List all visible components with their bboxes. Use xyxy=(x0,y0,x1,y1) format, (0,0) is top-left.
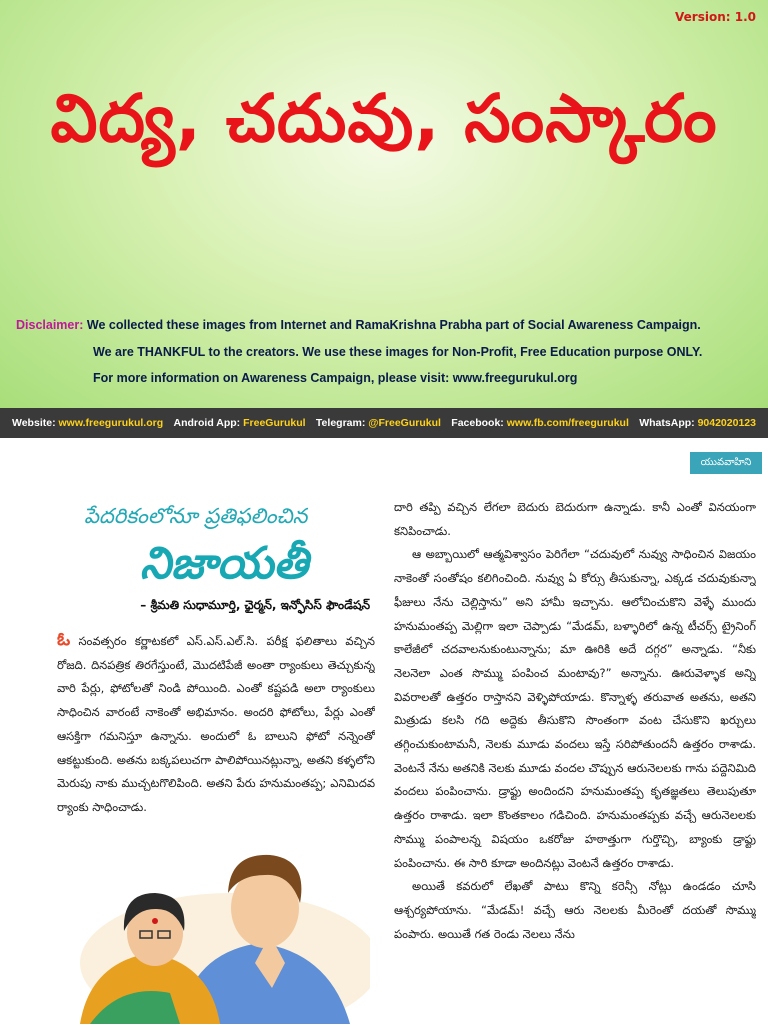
android-value: FreeGurukul xyxy=(243,417,306,429)
whatsapp-link[interactable] xyxy=(639,417,756,429)
disclaimer-text-1: We collected these images from Internet and RamaKrishna Prabha part of Social Awareness Campaign. xyxy=(86,318,701,332)
right-paragraph-3: అయితే కవరులో లేఖతో పాటు కొన్ని కరెన్సీ నోట్లు ఉండడం చూసి ఆశ్చర్యపోయాను. “మేడమ్! వచ్చే ఆరు నెలలకు మీరెంతో దయతో సొమ్ము పంపారు. అయితే గత రెండు నెలలు నేను xyxy=(394,879,756,941)
disclaimer-line-2: We are THANKFUL to the creators. We use these images for Non-Profit, Free Education purpose ONLY. xyxy=(93,345,703,359)
whatsapp-value: 9042020123 xyxy=(697,417,756,429)
facebook-label: Facebook: xyxy=(451,417,504,429)
left-paragraph xyxy=(57,628,375,820)
disclaimer-line-3: For more information on Awareness Campaign, please visit: www.freegurukul.org xyxy=(93,371,578,385)
illustration xyxy=(60,813,370,1024)
website-label: Website: xyxy=(12,417,56,429)
byline: – శ్రీమతి సుధామూర్తి, ఛైర్మన్, ఇన్ఫోసిస్ ఫౌండేషన్ xyxy=(140,598,370,612)
right-paragraph-1: దారి తప్పి వచ్చిన లేగలా బెదురు బెదురుగా ఉన్నాడు. కానీ ఎంతో వినయంగా కనిపించాడు. xyxy=(394,500,756,538)
website-value: www.freegurukul.org xyxy=(58,417,164,429)
right-paragraph-2: ఆ అబ్బాయిలో ఆత్మవిశ్వాసం పెరిగేలా “చదువులో నువ్వు సాధించిన విజయం నాకెంతో సంతోషం కలిగించింది. నువ్వు ఏ కోర్సు తీసుకున్నా, ఎక్కడ చదువుకున్నా ఫీజులు నేను చెల్లిస్తాను” అని హామీ ఇచ్చాను. ఆలోచించుకొని వెళ్ళే ముందు హనుమంతప్ప మెల్లిగా ఇలా చెప్పాడు “మేడమ్, బళ్ళారిలో ఉన్న టీచర్స్ ట్రైనింగ్ కాలేజీలో చదవాలనుకుంటున్నాను; మా ఊరికి అదే దగ్గర” అన్నాడు. “నీకు నెలనెలా ఎంత సొమ్ము పంపించ మంటావు?” అన్నాను. ఊరువెళ్ళాక అన్ని వివరాలతో ఉత్తరం రాస్తానని వెళ్ళిపోయాడు. కొన్నాళ్ళ తరువాత అతను, అతని మిత్రుడు కలసి గది అద్దెకు తీసుకొని సొంతంగా వంట చేసుకొని ఖర్చులు తగ్గించుకుంటామనీ, నెలకు మూడు వందలు ఇస్తే సరిపోతుందనీ ఉత్తరం రాశాడు. వెంటనే నేను అతనికి నెలకు మూడు వందల చొప్పున ఆరునెలలకు గాను పద్దెనిమిది వందలు పంపించాను. డ్రాఫ్టు అందిందని హనుమంతప్ప కృతజ్ఞతలు తెలుపుతూ ఉత్తరం రాశాడు. ఇలా కొంతకాలం గడిచింది. హనుమంతప్పకు వచ్చే ఆరునెలలకు సొమ్ము పంపాలన్న విషయం ఒకరోజు హఠాత్తుగా గుర్తొచ్చి, బ్యాంకు డ్రాఫ్టు పంపించాను. ఈ సారి కూడా అందినట్లు వెంటనే ఉత్తరం రాశాడు. xyxy=(394,547,756,870)
android-app-link[interactable] xyxy=(174,417,306,429)
telegram-value: @FreeGurukul xyxy=(368,417,441,429)
facebook-value: www.fb.com/freegurukul xyxy=(506,417,629,429)
disclaimer-line-1 xyxy=(16,318,756,332)
headline-large: నిజాయతీ xyxy=(140,538,308,589)
headline-small: పేదరికంలోనూ ప్రతిఫలించిన xyxy=(84,504,308,528)
telegram-label: Telegram: xyxy=(315,417,366,429)
telegram-link[interactable] xyxy=(316,417,441,429)
header-banner xyxy=(0,0,768,408)
article-column-right xyxy=(394,496,756,1024)
left-paragraph-text: సంవత్సరం కర్ణాటకలో ఎస్.ఎస్.ఎల్.సి. పరీక్ష ఫలితాలు వచ్చిన రోజది. దినపత్రిక తిరగేస్తుంటే, మొదటిపేజీ అంతా ర్యాంకులు తెచ్చుకున్న వారి పేర్లు, ఫోటోలతో నిండి పోయింది. ఎంతో కష్టపడి అలా ర్యాంకులు సాధించిన వారంటే నాకెంతో అభిమానం. అందరి ఫోటోలు, పేర్లు ఎంతో ఆసక్తిగా గమనిస్తూ ఉన్నాను. అందులో ఓ బాలుని ఫోటో నన్నెంతో ఆకట్టుకుంది. అతను బక్కపలుచగా పాలిపోయినట్లున్నా, అతని కళ్ళలోని మెరుపు నాకు ముచ్చటగొలిపింది. అతని పేరు హనుమంతప్ప; ఎనిమిదవ ర్యాంకు సాధించాడు. xyxy=(57,634,375,814)
teacher-student-illustration xyxy=(60,813,370,1024)
website-link[interactable] xyxy=(12,417,163,429)
page-title: విద్య, చదువు, సంస్కారం xyxy=(50,80,718,157)
whatsapp-label: WhatsApp: xyxy=(639,417,695,429)
version-label: Version: 1.0 xyxy=(675,10,756,24)
dropcap: ఓ xyxy=(57,629,71,650)
facebook-link[interactable] xyxy=(451,417,629,429)
article-page xyxy=(0,438,768,1024)
disclaimer-label: Disclaimer: xyxy=(16,318,84,332)
links-bar xyxy=(0,408,768,438)
section-tag: యువవాహిని xyxy=(690,452,762,474)
android-label: Android App: xyxy=(173,417,241,429)
